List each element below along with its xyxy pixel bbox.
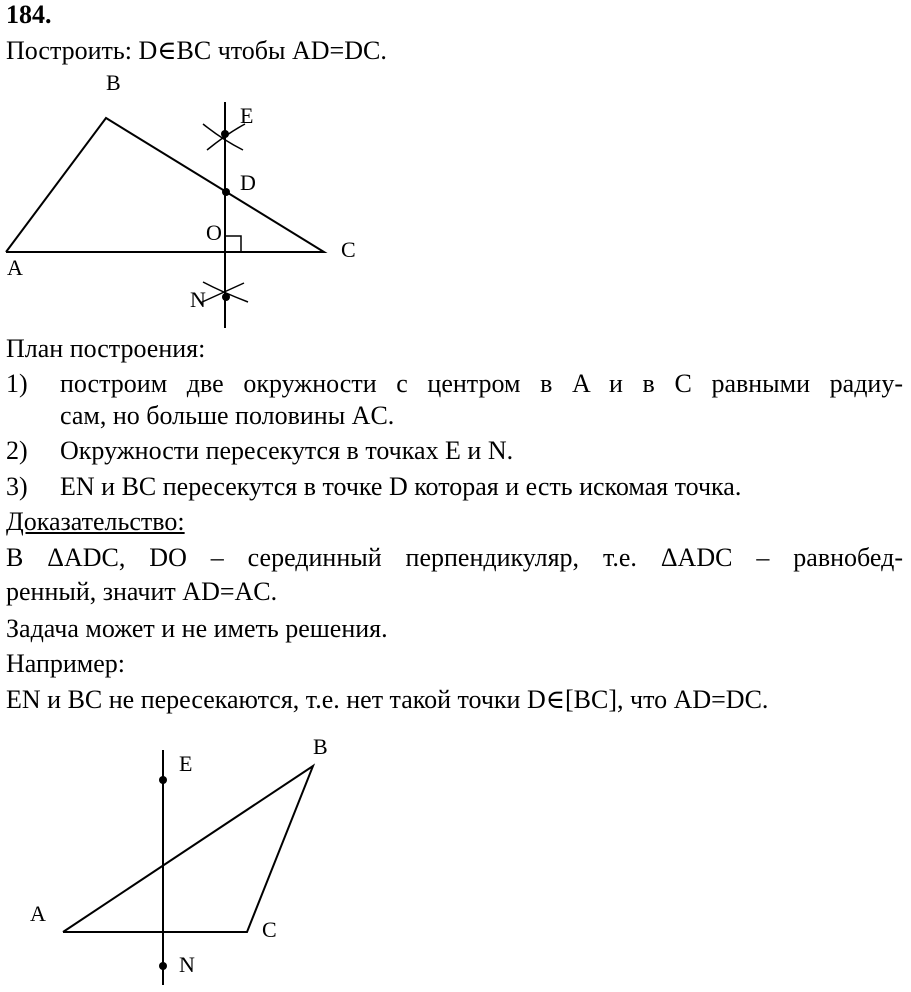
proof-line: Например:	[6, 649, 126, 678]
problem-number: 184.	[6, 0, 52, 29]
proof-line: В ΔADC, DO – серединный перпендикуляр, т.е. ΔADC – равнобед-	[6, 543, 903, 572]
proof-line: Задача может и не иметь решения.	[6, 614, 388, 643]
point-e	[159, 776, 167, 784]
label-n: N	[190, 287, 206, 312]
plan-step-text: построим две окружности с центром в A и в C равными радиу-	[60, 369, 903, 398]
figure-construction	[0, 70, 911, 330]
plan-heading: План построения:	[6, 334, 206, 363]
label-n: N	[179, 952, 195, 977]
proof-line: ренный, значит AD=AC.	[6, 577, 278, 606]
label-d: D	[240, 170, 256, 195]
label-c: C	[262, 917, 277, 942]
plan-step-number: 1)	[6, 369, 28, 398]
point-d	[222, 188, 230, 196]
plan-step-text: сам, но больше половины AC.	[60, 401, 395, 430]
label-e: E	[240, 103, 254, 128]
label-b: B	[313, 734, 328, 759]
plan-step-text: EN и BC пересекутся в точке D которая и есть искомая точка.	[60, 472, 742, 501]
label-o: O	[206, 220, 222, 245]
plan-step-number: 3)	[6, 472, 28, 501]
right-angle-mark	[225, 236, 241, 252]
proof-line: EN и BC не пересекаются, т.е. нет такой точки D∈[BC], что AD=DC.	[6, 685, 769, 714]
triangle-abc	[6, 118, 324, 252]
point-n	[159, 962, 167, 970]
label-a: A	[7, 255, 23, 280]
problem-statement: Построить: D∈BC чтобы AD=DC.	[6, 36, 387, 65]
arc-mark-n-2	[200, 283, 244, 303]
point-n	[222, 293, 230, 301]
figure-counterexample	[0, 730, 911, 990]
label-b: B	[106, 70, 121, 95]
proof-heading: Доказательство:	[6, 507, 185, 536]
label-e: E	[179, 751, 193, 776]
triangle-abc	[63, 766, 313, 932]
label-c: C	[341, 237, 356, 262]
label-a: A	[30, 901, 46, 926]
plan-step-number: 2)	[6, 436, 28, 465]
point-e	[221, 130, 229, 138]
plan-step-text: Окружности пересекутся в точках E и N.	[60, 436, 514, 465]
